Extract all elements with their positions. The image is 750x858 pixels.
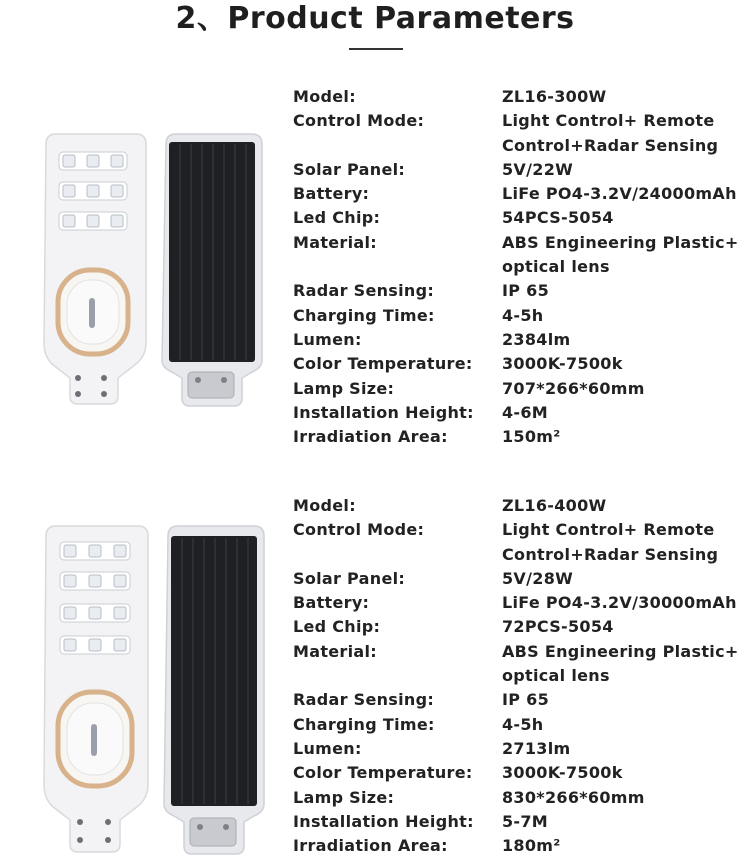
spec-value: 54PCS-5054 (502, 208, 614, 228)
spec-value: 4-6M (502, 402, 549, 422)
spec-label: Color Temperature: (293, 354, 473, 374)
product-image-300w (38, 128, 268, 413)
spec-label: Lumen: (293, 738, 362, 758)
spec-label: Led Chip: (293, 617, 381, 637)
spec-label: Model: (293, 496, 356, 515)
spec-label: Radar Sensing: (293, 690, 435, 710)
spec-value: Light Control+ Remote Control+Radar Sensing (502, 111, 719, 155)
spec-row-color-temperature (293, 761, 743, 785)
spec-value: LiFe PO4-3.2V/24000mAh (502, 184, 737, 204)
spec-row-material (293, 640, 743, 689)
spec-row-charging-time (293, 713, 743, 737)
spec-row-control-mode (293, 109, 743, 158)
page-title: 2、Product Parameters (175, 1, 575, 36)
spec-row-model (293, 494, 743, 518)
spec-value: 3000K-7500k (502, 763, 623, 783)
spec-row-battery (293, 182, 743, 206)
spec-row-color-temperature (293, 352, 743, 376)
spec-label: Control Mode: (293, 520, 425, 540)
spec-label: Control Mode: (293, 111, 425, 131)
spec-row-irradiation-area (293, 425, 743, 449)
spec-row-installation-height (293, 810, 743, 834)
spec-value: IP 65 (502, 690, 550, 710)
spec-value: 180m² (502, 836, 561, 856)
spec-value: ABS Engineering Plastic+ optical lens (502, 641, 739, 686)
spec-list-400w (293, 494, 743, 858)
spec-row-lumen (293, 328, 743, 352)
spec-label: Battery: (293, 184, 370, 204)
spec-label: Radar Sensing: (293, 281, 435, 301)
spec-value: ZL16-300W (502, 87, 607, 106)
spec-row-radar-sensing (293, 688, 743, 712)
spec-label: Material: (293, 232, 377, 252)
spec-label: Material: (293, 641, 377, 661)
spec-label: Battery: (293, 593, 370, 613)
spec-row-lamp-size (293, 377, 743, 401)
spec-label: Solar Panel: (293, 159, 406, 179)
spec-value: 3000K-7500k (502, 354, 623, 374)
spec-value: 72PCS-5054 (502, 617, 614, 637)
spec-value: IP 65 (502, 281, 550, 301)
spec-value: 5-7M (502, 811, 549, 831)
spec-label: Lamp Size: (293, 787, 395, 807)
spec-row-irradiation-area (293, 834, 743, 858)
spec-list-300w (293, 85, 743, 449)
spec-row-installation-height (293, 401, 743, 425)
spec-label: Charging Time: (293, 305, 435, 325)
spec-value: 4-5h (502, 714, 544, 734)
spec-label: Model: (293, 87, 356, 106)
spec-row-material (293, 231, 743, 280)
spec-value: LiFe PO4-3.2V/30000mAh (502, 593, 737, 613)
spec-row-model (293, 85, 743, 109)
spec-value: 150m² (502, 427, 561, 447)
spec-row-radar-sensing (293, 279, 743, 303)
spec-label: Irradiation Area: (293, 427, 448, 447)
title-underline (349, 48, 403, 50)
spec-value: ZL16-400W (502, 496, 607, 515)
spec-label: Charging Time: (293, 714, 435, 734)
spec-value: 707*266*60mm (502, 378, 645, 398)
spec-value: Light Control+ Remote Control+Radar Sensing (502, 520, 719, 564)
spec-label: Installation Height: (293, 811, 474, 831)
spec-row-control-mode (293, 518, 743, 567)
spec-row-charging-time (293, 304, 743, 328)
spec-label: Lamp Size: (293, 378, 395, 398)
spec-value: ABS Engineering Plastic+ optical lens (502, 232, 739, 277)
product-image-400w (38, 522, 268, 858)
spec-label: Installation Height: (293, 402, 474, 422)
spec-value: 830*266*60mm (502, 787, 645, 807)
spec-value: 4-5h (502, 305, 544, 325)
spec-row-lamp-size (293, 786, 743, 810)
spec-row-solar-panel (293, 567, 743, 591)
spec-label: Lumen: (293, 329, 362, 349)
spec-value: 5V/22W (502, 159, 574, 179)
spec-row-solar-panel (293, 158, 743, 182)
spec-row-battery (293, 591, 743, 615)
spec-label: Color Temperature: (293, 763, 473, 783)
spec-row-led-chip (293, 615, 743, 639)
spec-row-lumen (293, 737, 743, 761)
spec-row-led-chip (293, 206, 743, 230)
spec-value: 2713lm (502, 738, 571, 758)
spec-label: Led Chip: (293, 208, 381, 228)
spec-label: Solar Panel: (293, 568, 406, 588)
spec-value: 5V/28W (502, 568, 574, 588)
spec-label: Irradiation Area: (293, 836, 448, 856)
spec-value: 2384lm (502, 329, 571, 349)
